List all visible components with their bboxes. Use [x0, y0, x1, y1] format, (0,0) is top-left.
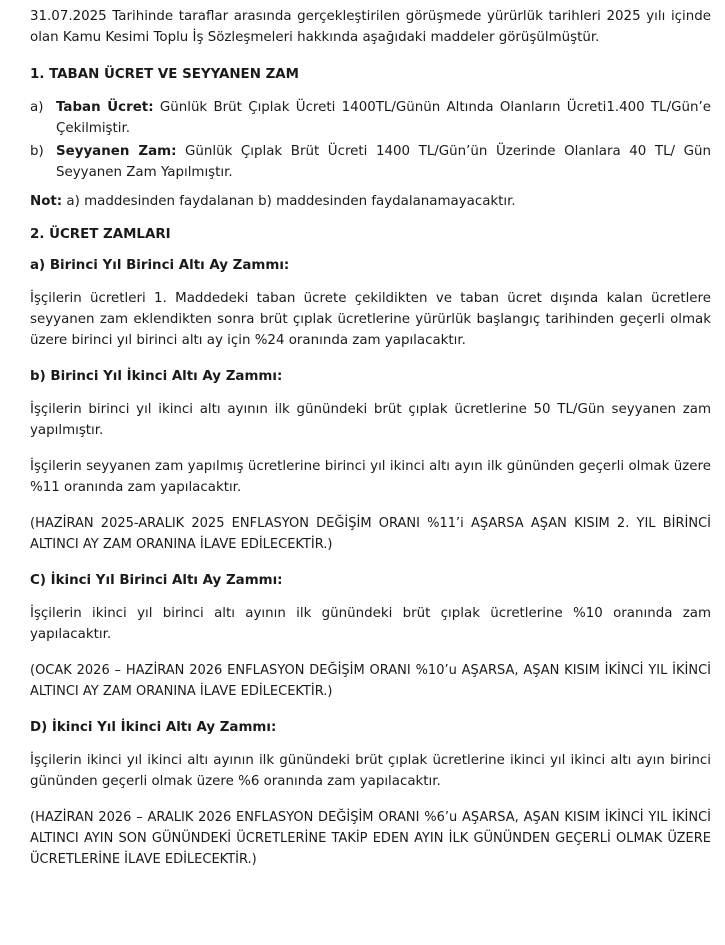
- subsection-c-title: C) İkinci Yıl Birinci Altı Ay Zammı:: [30, 573, 283, 588]
- list-item-body: [56, 141, 711, 183]
- intro-paragraph: 31.07.2025 Tarihinde taraflar arasında gerçekleştirilen görüşmede yürürlük tarihleri 2025 yılı içinde olan Kamu Kesimi Toplu İş Sözleşmeleri hakkında aşağıdaki maddeler görüşülmüştür.: [30, 9, 711, 45]
- subsection-d-title: D) İkinci Yıl İkinci Altı Ay Zammı:: [30, 720, 277, 735]
- section1-list: [30, 97, 711, 183]
- note-label: Not:: [30, 194, 63, 209]
- subsection-b-paragraph-2: İşçilerin seyyanen zam yapılmış ücretlerine birinci yıl ikinci altı ayın ilk gününden geçerli olmak üzere %11 oranında zam yapılacaktır.: [30, 459, 711, 495]
- section-ucret-zamlari: [30, 224, 711, 870]
- subsection-c-note: (OCAK 2026 – HAZİRAN 2026 ENFLASYON DEĞİŞİM ORANI %10’u AŞARSA, AŞAN KISIM İKİNCİ YIL İKİNCİ ALTINCI AY ZAM ORANINA İLAVE EDİLECEKTİR.): [30, 663, 711, 699]
- list-marker: a): [30, 100, 44, 115]
- item-label: Seyyanen Zam:: [56, 144, 177, 159]
- list-item-seyyanen-zam: [30, 141, 711, 183]
- subsection-b-note: (HAZİRAN 2025-ARALIK 2025 ENFLASYON DEĞİŞİM ORANI %11’i AŞARSA AŞAN KISIM 2. YIL BİRİNCİ ALTINCI AY ZAM ORANINA İLAVE EDİLECEKTİR.): [30, 516, 711, 552]
- item-text: Günlük Brüt Çıplak Ücreti 1400TL/Günün Altında Olanların Ücreti1.400 TL/Gün’e Çekilmiştir.: [56, 100, 711, 136]
- subsection-a-paragraph: İşçilerin ücretleri 1. Maddedeki taban ücrete çekildikten ve taban ücret dışında kalan ücretlere seyyanen zam eklendikten sonra brüt çıplak ücretlerine yürürlük başlangıç tarihinden geçerli olmak üzere birinci yıl birinci altı ay için %24 oranında zam yapılacaktır.: [30, 291, 711, 348]
- subsection-d-note: (HAZİRAN 2026 – ARALIK 2026 ENFLASYON DEĞİŞİM ORANI %6’u AŞARSA, AŞAN KISIM İKİNCİ YIL İKİNCİ ALTINCI AYIN SON GÜNÜNDEKİ ÜCRETLERİNE TAKİP EDEN AYIN İLK GÜNÜNDEN GEÇERLİ OLMAK ÜZERE ÜCRETLERİNE İLAVE EDİLECEKTİR.): [30, 810, 711, 867]
- list-item-taban-ucret: [30, 97, 711, 139]
- section-taban-ucret: [30, 64, 711, 212]
- subsection-d-paragraph: İşçilerin ikinci yıl ikinci altı ayının ilk günündeki brüt çıplak ücretlerine ikinci yıl ikinci altı ayın birinci gününden geçerli olmak üzere %6 oranında zam yapılacaktır.: [30, 753, 711, 789]
- section1-title: 1. TABAN ÜCRET VE SEYYANEN ZAM: [30, 67, 299, 82]
- subsection-b-title: b) Birinci Yıl İkinci Altı Ay Zammı:: [30, 369, 283, 384]
- section2-title: 2. ÜCRET ZAMLARI: [30, 227, 171, 242]
- note-line: [30, 191, 711, 212]
- list-marker: b): [30, 144, 44, 159]
- item-text: Günlük Çıplak Brüt Ücreti 1400 TL/Gün’ün Üzerinde Olanlara 40 TL/ Gün Seyyanen Zam Yapılmıştır.: [56, 144, 711, 180]
- subsection-b-paragraph-1: İşçilerin birinci yıl ikinci altı ayının ilk günündeki brüt çıplak ücretlerine 50 TL/Gün seyyanen zam yapılmıştır.: [30, 402, 711, 438]
- subsection-c-paragraph: İşçilerin ikinci yıl birinci altı ayının ilk günündeki brüt çıplak ücretlerine %10 oranında zam yapılacaktır.: [30, 606, 711, 642]
- note-text: a) maddesinden faydalanan b) maddesinden faydalanamayacaktır.: [62, 194, 516, 209]
- item-label: Taban Ücret:: [56, 100, 154, 115]
- list-item-body: [56, 97, 711, 139]
- subsection-a-title: a) Birinci Yıl Birinci Altı Ay Zammı:: [30, 258, 290, 273]
